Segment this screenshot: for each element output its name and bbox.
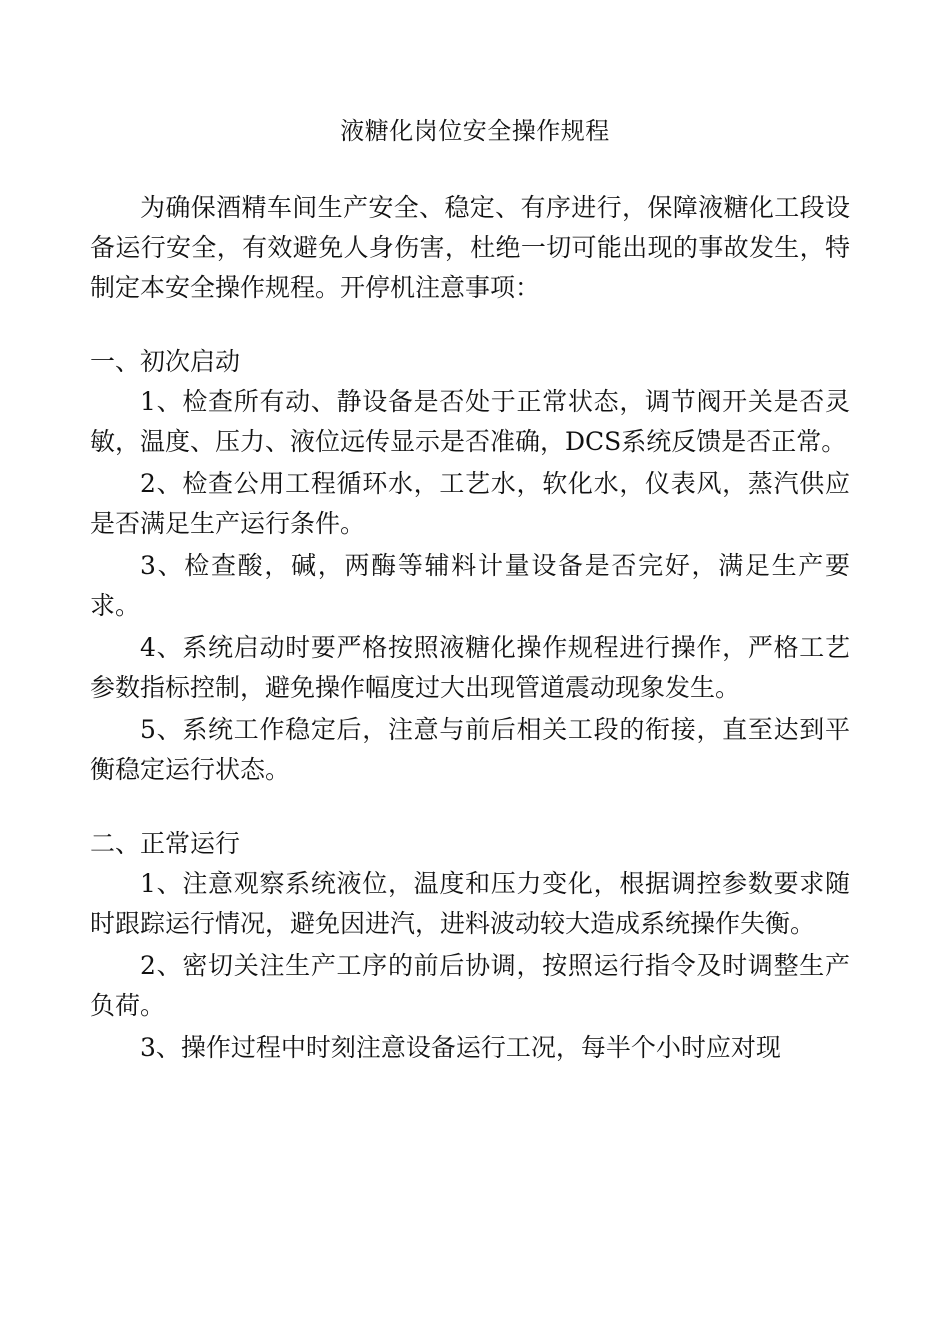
section-heading-initial-startup: 一、初次启动: [90, 347, 241, 376]
list-item: 4、系统启动时要严格按照液糖化操作规程进行操作，严格工艺参数指标控制，避免操作幅度过大出现管道震动现象发生。: [90, 633, 850, 702]
list-item: 3、检查酸，碱，两酶等辅料计量设备是否完好，满足生产要求。: [90, 551, 850, 620]
list-item: 1、注意观察系统液位，温度和压力变化，根据调控参数要求随时跟踪运行情况，避免因进汽，进料波动较大造成系统操作失衡。: [90, 869, 850, 938]
section-heading-normal-operation: 二、正常运行: [90, 829, 241, 858]
list-item: 3、操作过程中时刻注意设备运行工况，每半个小时应对现: [140, 1033, 781, 1062]
intro-paragraph: 为确保酒精车间生产安全、稳定、有序进行，保障液糖化工段设备运行安全，有效避免人身伤害，杜绝一切可能出现的事故发生，特制定本安全操作规程。开停机注意事项：: [90, 193, 850, 302]
list-item: 1、检查所有动、静设备是否处于正常状态，调节阀开关是否灵敏，温度、压力、液位远传显示是否准确，DCS系统反馈是否正常。: [90, 387, 850, 456]
document-body: [90, 188, 850, 1070]
list-item: 2、密切关注生产工序的前后协调，按照运行指令及时调整生产负荷。: [90, 951, 850, 1020]
list-item: 2、检查公用工程循环水，工艺水，软化水，仪表风，蒸汽供应是否满足生产运行条件。: [90, 469, 850, 538]
document-title: 液糖化岗位安全操作规程: [340, 117, 610, 145]
section-spacer: [90, 792, 850, 824]
list-item: 5、系统工作稳定后，注意与前后相关工段的衔接，直至达到平衡稳定运行状态。: [90, 715, 850, 784]
